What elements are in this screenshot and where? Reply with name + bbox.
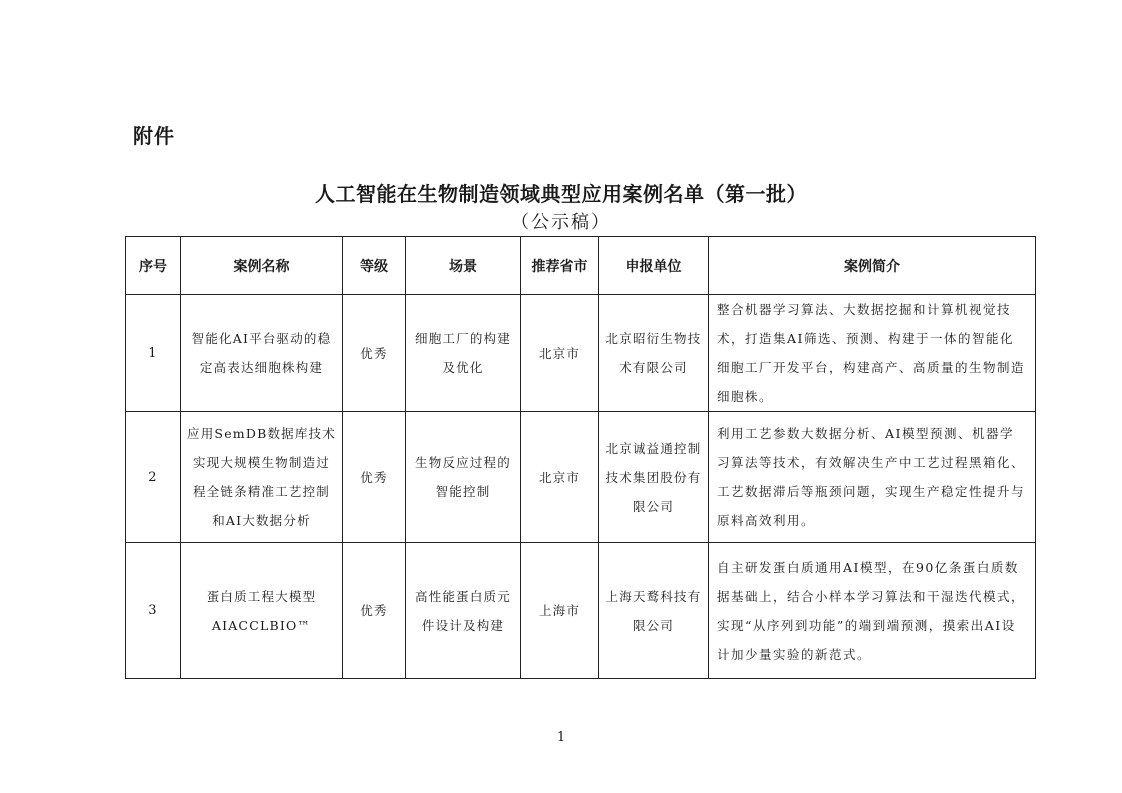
page-number: 1	[556, 730, 566, 745]
row-summary: 利用工艺参数大数据分析、AI模型预测、机器学习算法等技术，有效解决生产中工艺过程黑箱化、工艺数据滞后等瓶颈问题，实现生产稳定性提升与原料高效利用。	[709, 412, 1036, 543]
row-case-name: 智能化AI平台驱动的稳定高表达细胞株构建	[181, 295, 343, 412]
row-summary: 自主研发蛋白质通用AI模型，在90亿条蛋白质数据基础上，结合小样本学习算法和干湿迭代模式，实现“从序列到功能”的端到端预测，摸索出AI设计加少量实验的新范式。	[709, 543, 1036, 679]
header-province: 推荐省市	[521, 237, 599, 295]
document-subtitle: （公示稿）	[511, 212, 611, 233]
row-applicant: 北京昭衍生物技术有限公司	[599, 295, 709, 412]
document-title: 人工智能在生物制造领域典型应用案例名单（第一批）	[315, 182, 807, 206]
row-province: 北京市	[521, 295, 599, 412]
attachment-label: 附件	[133, 124, 175, 148]
table-row	[126, 543, 1036, 679]
row-scenario: 高性能蛋白质元件设计及构建	[406, 543, 521, 679]
row-applicant: 北京诚益通控制技术集团股份有限公司	[599, 412, 709, 543]
header-case-name: 案例名称	[181, 237, 343, 295]
row-scenario: 细胞工厂的构建及优化	[406, 295, 521, 412]
header-applicant: 申报单位	[599, 237, 709, 295]
header-level: 等级	[343, 237, 406, 295]
row-summary: 整合机器学习算法、大数据挖掘和计算机视觉技术，打造集AI筛选、预测、构建于一体的智能化细胞工厂开发平台，构建高产、高质量的生物制造细胞株。	[709, 295, 1036, 412]
row-province: 北京市	[521, 412, 599, 543]
row-scenario: 生物反应过程的智能控制	[406, 412, 521, 543]
case-list-table	[125, 236, 1036, 679]
header-summary: 案例简介	[709, 237, 1036, 295]
row-case-name: 应用SemDB数据库技术实现大规模生物制造过程全链条精准工艺控制和AI大数据分析	[181, 412, 343, 543]
table-row	[126, 412, 1036, 543]
row-level: 优秀	[343, 412, 406, 543]
table-header-row	[126, 237, 1036, 295]
table-row	[126, 295, 1036, 412]
row-level: 优秀	[343, 295, 406, 412]
header-index: 序号	[126, 237, 181, 295]
row-index: 3	[126, 543, 181, 679]
header-scenario: 场景	[406, 237, 521, 295]
row-case-name: 蛋白质工程大模型AIACCLBIO™	[181, 543, 343, 679]
row-province: 上海市	[521, 543, 599, 679]
row-applicant: 上海天鹜科技有限公司	[599, 543, 709, 679]
row-index: 1	[126, 295, 181, 412]
row-level: 优秀	[343, 543, 406, 679]
row-index: 2	[126, 412, 181, 543]
